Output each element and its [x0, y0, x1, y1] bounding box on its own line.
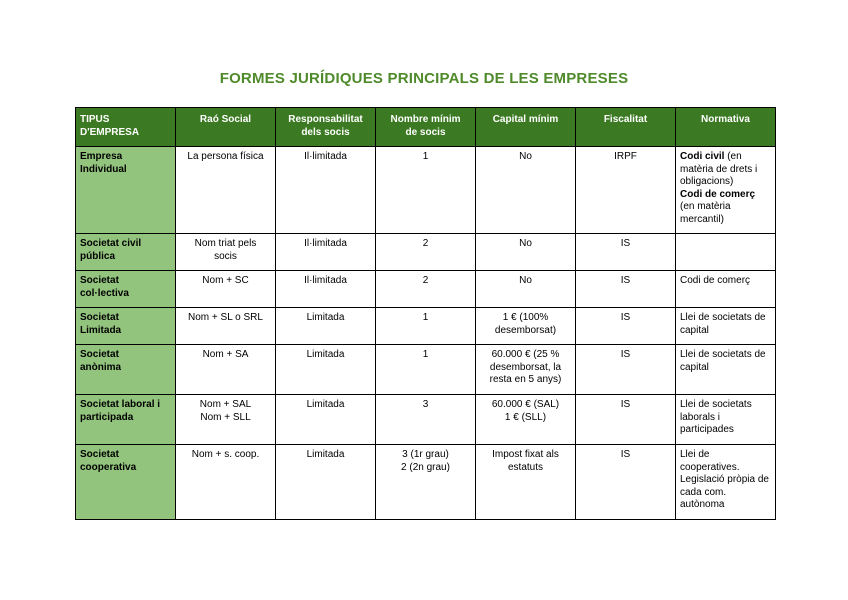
cell-text: 1 [422, 349, 429, 360]
cell-normativa [676, 271, 776, 308]
cell-tipus [76, 234, 176, 271]
cell-fiscalitat: IRPF [576, 147, 676, 234]
cell-text: 1 [422, 312, 429, 323]
cell-nombre-minim [376, 271, 476, 308]
cell-text: 2 [422, 275, 429, 286]
cell-text: socis [214, 250, 237, 262]
cell-rao-social [176, 395, 276, 445]
table-row [76, 271, 776, 308]
header-text: dels socis [301, 126, 350, 138]
cell-capital-minim [476, 445, 576, 520]
cell-text: 3 (1r grau) [402, 449, 449, 460]
header-text: Raó Social [199, 114, 252, 125]
cell-text: 2 (2n grau) [401, 461, 450, 473]
table-row [76, 395, 776, 445]
cell-capital-minim [476, 308, 576, 345]
cell-capital-minim [476, 234, 576, 271]
cell-text: Societat [80, 449, 119, 460]
header-nombre-minim [376, 108, 476, 147]
cell-text: Societat [80, 275, 119, 286]
cell-text: Societat [80, 312, 119, 323]
cell-normativa [676, 395, 776, 445]
cell-text: Limitada [80, 324, 122, 336]
cell-text: Societat civil [80, 238, 142, 249]
normativa-text: (en matèria mercantil) [680, 201, 731, 225]
cell-nombre-minim [376, 445, 476, 520]
header-tipus [76, 108, 176, 147]
cell-text: Nom + SLL [200, 411, 251, 423]
cell-rao-social [176, 271, 276, 308]
cell-fiscalitat: IS [576, 445, 676, 520]
cell-text: Impost fixat als [492, 449, 559, 460]
cell-text: Individual [80, 163, 127, 175]
cell-rao-social [176, 147, 276, 234]
cell-text: desemborsat, la [489, 361, 562, 373]
cell-text: 1 € (100% [502, 312, 549, 323]
cell-text: Nom + SL o SRL [188, 312, 263, 323]
header-text: D'EMPRESA [80, 126, 140, 138]
cell-tipus [76, 445, 176, 520]
header-text: TIPUS [80, 114, 110, 125]
header-responsabilitat [276, 108, 376, 147]
cell-capital-minim [476, 271, 576, 308]
cell-text: Empresa [80, 151, 123, 162]
header-capital-minim [476, 108, 576, 147]
cell-fiscalitat: IS [576, 395, 676, 445]
cell-tipus [76, 395, 176, 445]
cell-text: pública [80, 250, 116, 262]
cell-fiscalitat: IS [576, 234, 676, 271]
normativa-text: Llei de societats de capital [680, 312, 766, 336]
cell-tipus [76, 308, 176, 345]
cell-tipus [76, 271, 176, 308]
cell-text: 3 [422, 399, 429, 410]
normativa-text: Llei de societats de capital [680, 349, 766, 373]
normativa-text: Codi de comerç [680, 188, 756, 200]
cell-text: resta en 5 anys) [489, 374, 562, 385]
cell-text: participada [80, 411, 134, 423]
cell-nombre-minim [376, 395, 476, 445]
cell-responsabilitat: Il·limitada [276, 234, 376, 271]
cell-capital-minim [476, 147, 576, 234]
cell-responsabilitat: Il·limitada [276, 147, 376, 234]
header-text: de socis [405, 126, 446, 138]
header-text: Capital mínim [492, 114, 559, 125]
cell-text: Nom + SA [202, 349, 249, 360]
cell-responsabilitat: Limitada [276, 345, 376, 395]
header-text: Responsabilitat [288, 114, 363, 125]
cell-text: anònima [80, 361, 122, 373]
cell-rao-social [176, 308, 276, 345]
normativa-text: (en matèria de drets i obligacions) [680, 151, 758, 187]
cell-text: Nom + SC [202, 275, 249, 286]
cell-text: Societat [80, 349, 119, 360]
cell-fiscalitat: IS [576, 308, 676, 345]
header-text: Fiscalitat [603, 114, 648, 125]
cell-tipus [76, 345, 176, 395]
cell-nombre-minim [376, 345, 476, 395]
cell-text: cooperativa [80, 461, 137, 473]
cell-text: 60.000 € (25 % [491, 349, 560, 360]
cell-capital-minim [476, 395, 576, 445]
cell-nombre-minim [376, 147, 476, 234]
cell-rao-social [176, 234, 276, 271]
table-row [76, 234, 776, 271]
cell-fiscalitat: IS [576, 345, 676, 395]
cell-text: La persona física [187, 151, 264, 162]
normativa-text: Llei de societats laborals i participades [680, 399, 752, 435]
cell-text: Nom + s. coop. [191, 449, 260, 460]
normativa-text: Codi de comerç [680, 275, 751, 286]
cell-fiscalitat: IS [576, 271, 676, 308]
page-title: FORMES JURÍDIQUES PRINCIPALS DE LES EMPRESES [219, 70, 629, 87]
table-row [76, 147, 776, 234]
cell-text: Societat laboral i [80, 399, 161, 410]
cell-text: No [519, 151, 532, 162]
cell-nombre-minim [376, 308, 476, 345]
header-text: Normativa [701, 114, 750, 125]
cell-text: 1 [422, 151, 429, 162]
table-row [76, 345, 776, 395]
cell-rao-social [176, 445, 276, 520]
cell-text: 60.000 € (SAL) [491, 399, 560, 410]
cell-text: Nom + SAL [199, 399, 252, 410]
cell-responsabilitat: Limitada [276, 395, 376, 445]
table-body [76, 147, 776, 520]
cell-normativa [676, 445, 776, 520]
cell-capital-minim [476, 345, 576, 395]
table-row [76, 445, 776, 520]
cell-text: col·lectiva [80, 287, 129, 299]
cell-normativa [676, 147, 776, 234]
cell-text: estatuts [507, 461, 544, 473]
cell-tipus [76, 147, 176, 234]
header-row [76, 108, 776, 147]
normativa-text: Codi civil [680, 151, 725, 162]
cell-text: No [519, 238, 532, 249]
cell-text: desemborsat) [494, 324, 557, 336]
cell-responsabilitat: Il·limitada [276, 271, 376, 308]
cell-text: 1 € (SLL) [504, 411, 547, 423]
cell-nombre-minim [376, 234, 476, 271]
cell-responsabilitat: Limitada [276, 308, 376, 345]
cell-text: 2 [422, 238, 429, 249]
cell-normativa [676, 308, 776, 345]
cell-responsabilitat: Limitada [276, 445, 376, 520]
cell-rao-social [176, 345, 276, 395]
normativa-text: Llei de cooperatives. Legislació pròpia de cada com. autònoma [680, 449, 769, 510]
header-rao-social [176, 108, 276, 147]
legal-forms-table [75, 107, 776, 520]
cell-text: No [519, 275, 532, 286]
cell-text: Nom triat pels [194, 238, 257, 249]
table-row [76, 308, 776, 345]
cell-normativa [676, 234, 776, 271]
header-normativa [676, 108, 776, 147]
cell-normativa [676, 345, 776, 395]
header-text: Nombre mínim [390, 114, 461, 125]
header-fiscalitat [576, 108, 676, 147]
